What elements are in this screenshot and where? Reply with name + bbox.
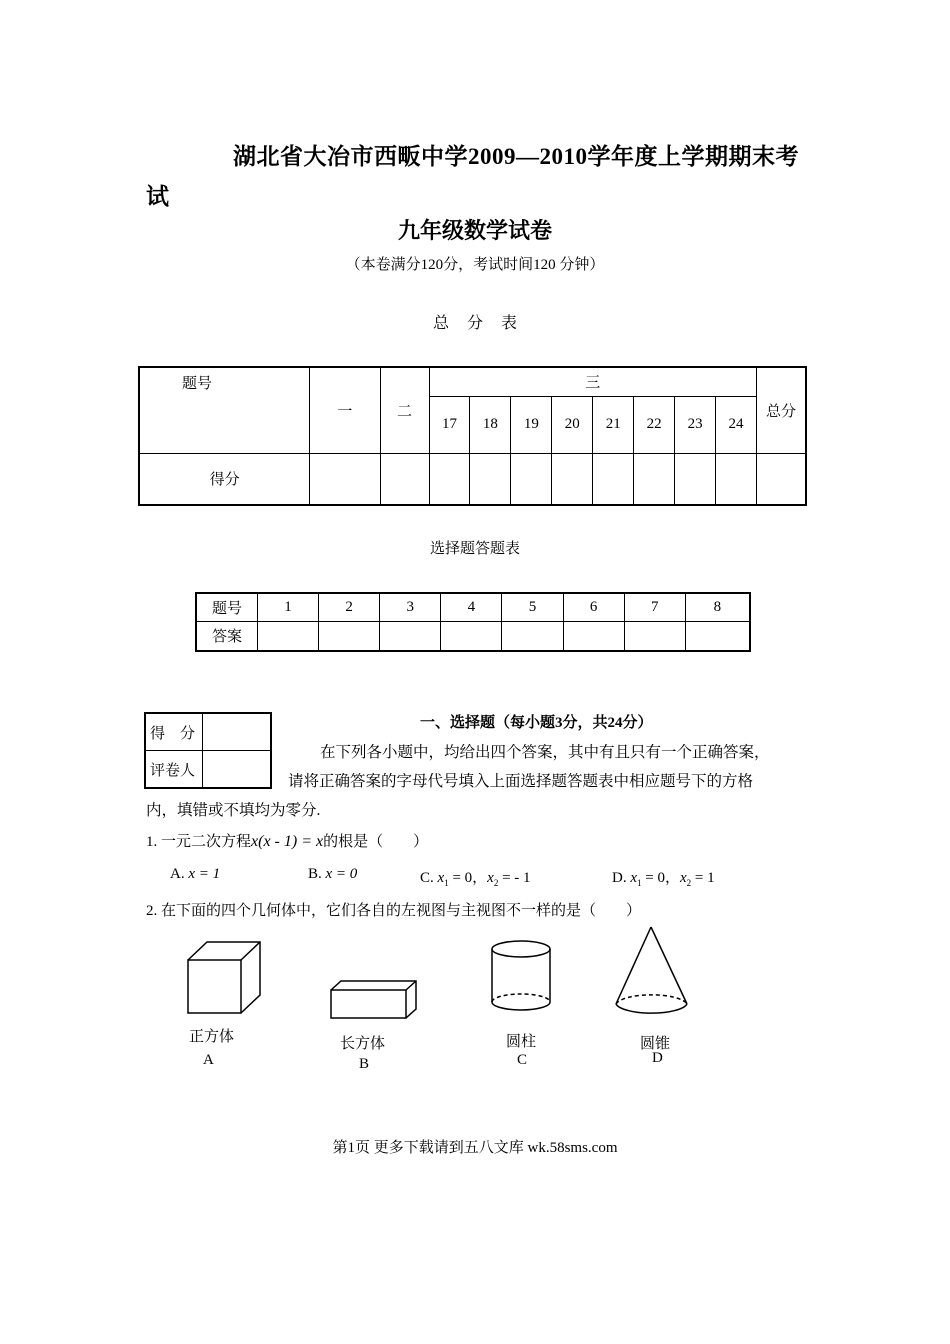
shape-b-name: 长方体 (340, 1036, 386, 1052)
instruction-line-3: 内，填错或不填均为零分. (146, 802, 321, 819)
mc-number: 8 (685, 593, 750, 621)
header-q17: 17 (429, 396, 470, 453)
grader-score-label: 得 分 (145, 713, 203, 751)
option-d-eq1: = 0， (641, 870, 680, 886)
option-c-label: C. (420, 870, 434, 886)
title-line-2: 试 (146, 184, 169, 209)
header-q19: 19 (511, 396, 552, 453)
option-c-eq2: = - 1 (498, 870, 531, 886)
header-q21: 21 (593, 396, 634, 453)
instruction-line-2: 请将正确答案的字母代号填入上面选择题答题表中相应题号下的方格 (288, 773, 754, 790)
header-total: 总分 (757, 367, 807, 453)
header-q22: 22 (634, 396, 675, 453)
mc-table-title: 选择题答题表 (429, 541, 520, 557)
shape-d-letter: D (652, 1050, 663, 1066)
option-d-sub2: 2 (686, 878, 692, 888)
option-c-sub2: 2 (493, 878, 499, 888)
mc-row-question-label: 题号 (196, 593, 258, 621)
option-c-var2: x (487, 870, 494, 886)
row-score-label: 得分 (139, 453, 310, 505)
header-q20: 20 (552, 396, 593, 453)
q1-equation: x(x - 1) = x (251, 833, 324, 850)
exam-title: 九年级数学试卷 (397, 218, 552, 243)
exam-subtitle: （本卷满分120分，考试时间120 分钟） (345, 257, 605, 273)
q1-suffix: 的根是（ ） (323, 834, 429, 850)
shape-d-name: 圆锥 (640, 1036, 671, 1052)
option-c-eq1: = 0， (448, 870, 488, 886)
instruction-line-1: 在下列各小题中，均给出四个答案，其中有且只有一个正确答案， (320, 744, 770, 761)
shape-a-name: 正方体 (189, 1029, 235, 1045)
mc-number: 7 (624, 593, 685, 621)
cone-figure (616, 927, 687, 1013)
option-c-sub1: 1 (444, 878, 449, 888)
option-b-math: x = 0 (325, 866, 358, 882)
cuboid-figure (331, 981, 416, 1018)
mc-number: 6 (563, 593, 624, 621)
option-c-var1: x (437, 870, 445, 886)
shape-b-letter: B (359, 1056, 370, 1072)
header-section-3: 三 (429, 367, 757, 396)
header-q24: 24 (716, 396, 757, 453)
mc-number: 2 (319, 593, 380, 621)
option-d-label: D. (612, 870, 627, 886)
header-question-no: 题号 (139, 367, 310, 453)
option-a-label: A. (170, 866, 185, 882)
summary-table-title: 总 分 表 (432, 315, 517, 332)
question-2: 2. 在下面的四个几何体中，它们各自的左视图与主视图不一样的是（ ） (146, 903, 642, 919)
option-d-var1: x (630, 870, 638, 886)
section-1-heading: 一、选择题（每小题3分，共24分） (420, 715, 653, 731)
header-q23: 23 (675, 396, 716, 453)
option-d-var2: x (679, 870, 687, 886)
option-d-eq2: = 1 (691, 870, 715, 886)
page-footer: 第1页 更多下载请到五八文库 wk.58sms.com (332, 1140, 618, 1156)
mc-row-answer-label: 答案 (196, 621, 258, 651)
mc-number: 5 (502, 593, 563, 621)
mc-number: 3 (380, 593, 441, 621)
mc-number: 4 (441, 593, 502, 621)
header-section-2: 二 (380, 367, 429, 453)
option-a-math: x = 1 (188, 866, 221, 882)
header-section-1: 一 (310, 367, 380, 453)
shape-c-name: 圆柱 (506, 1034, 537, 1050)
header-q18: 18 (470, 396, 511, 453)
title-line-1: 湖北省大冶市西畈中学2009—2010学年度上学期期末考 (233, 144, 799, 169)
mc-number: 1 (258, 593, 319, 621)
cube-figure (188, 942, 260, 1013)
option-b-label: B. (308, 866, 322, 882)
grader-name-label: 评卷人 (145, 751, 203, 789)
shape-a-letter: A (203, 1052, 214, 1068)
q1-prefix: 1. 一元二次方程 (146, 834, 252, 850)
option-d-sub1: 1 (637, 878, 642, 888)
cylinder-figure (492, 941, 550, 1010)
shape-c-letter: C (517, 1052, 528, 1068)
